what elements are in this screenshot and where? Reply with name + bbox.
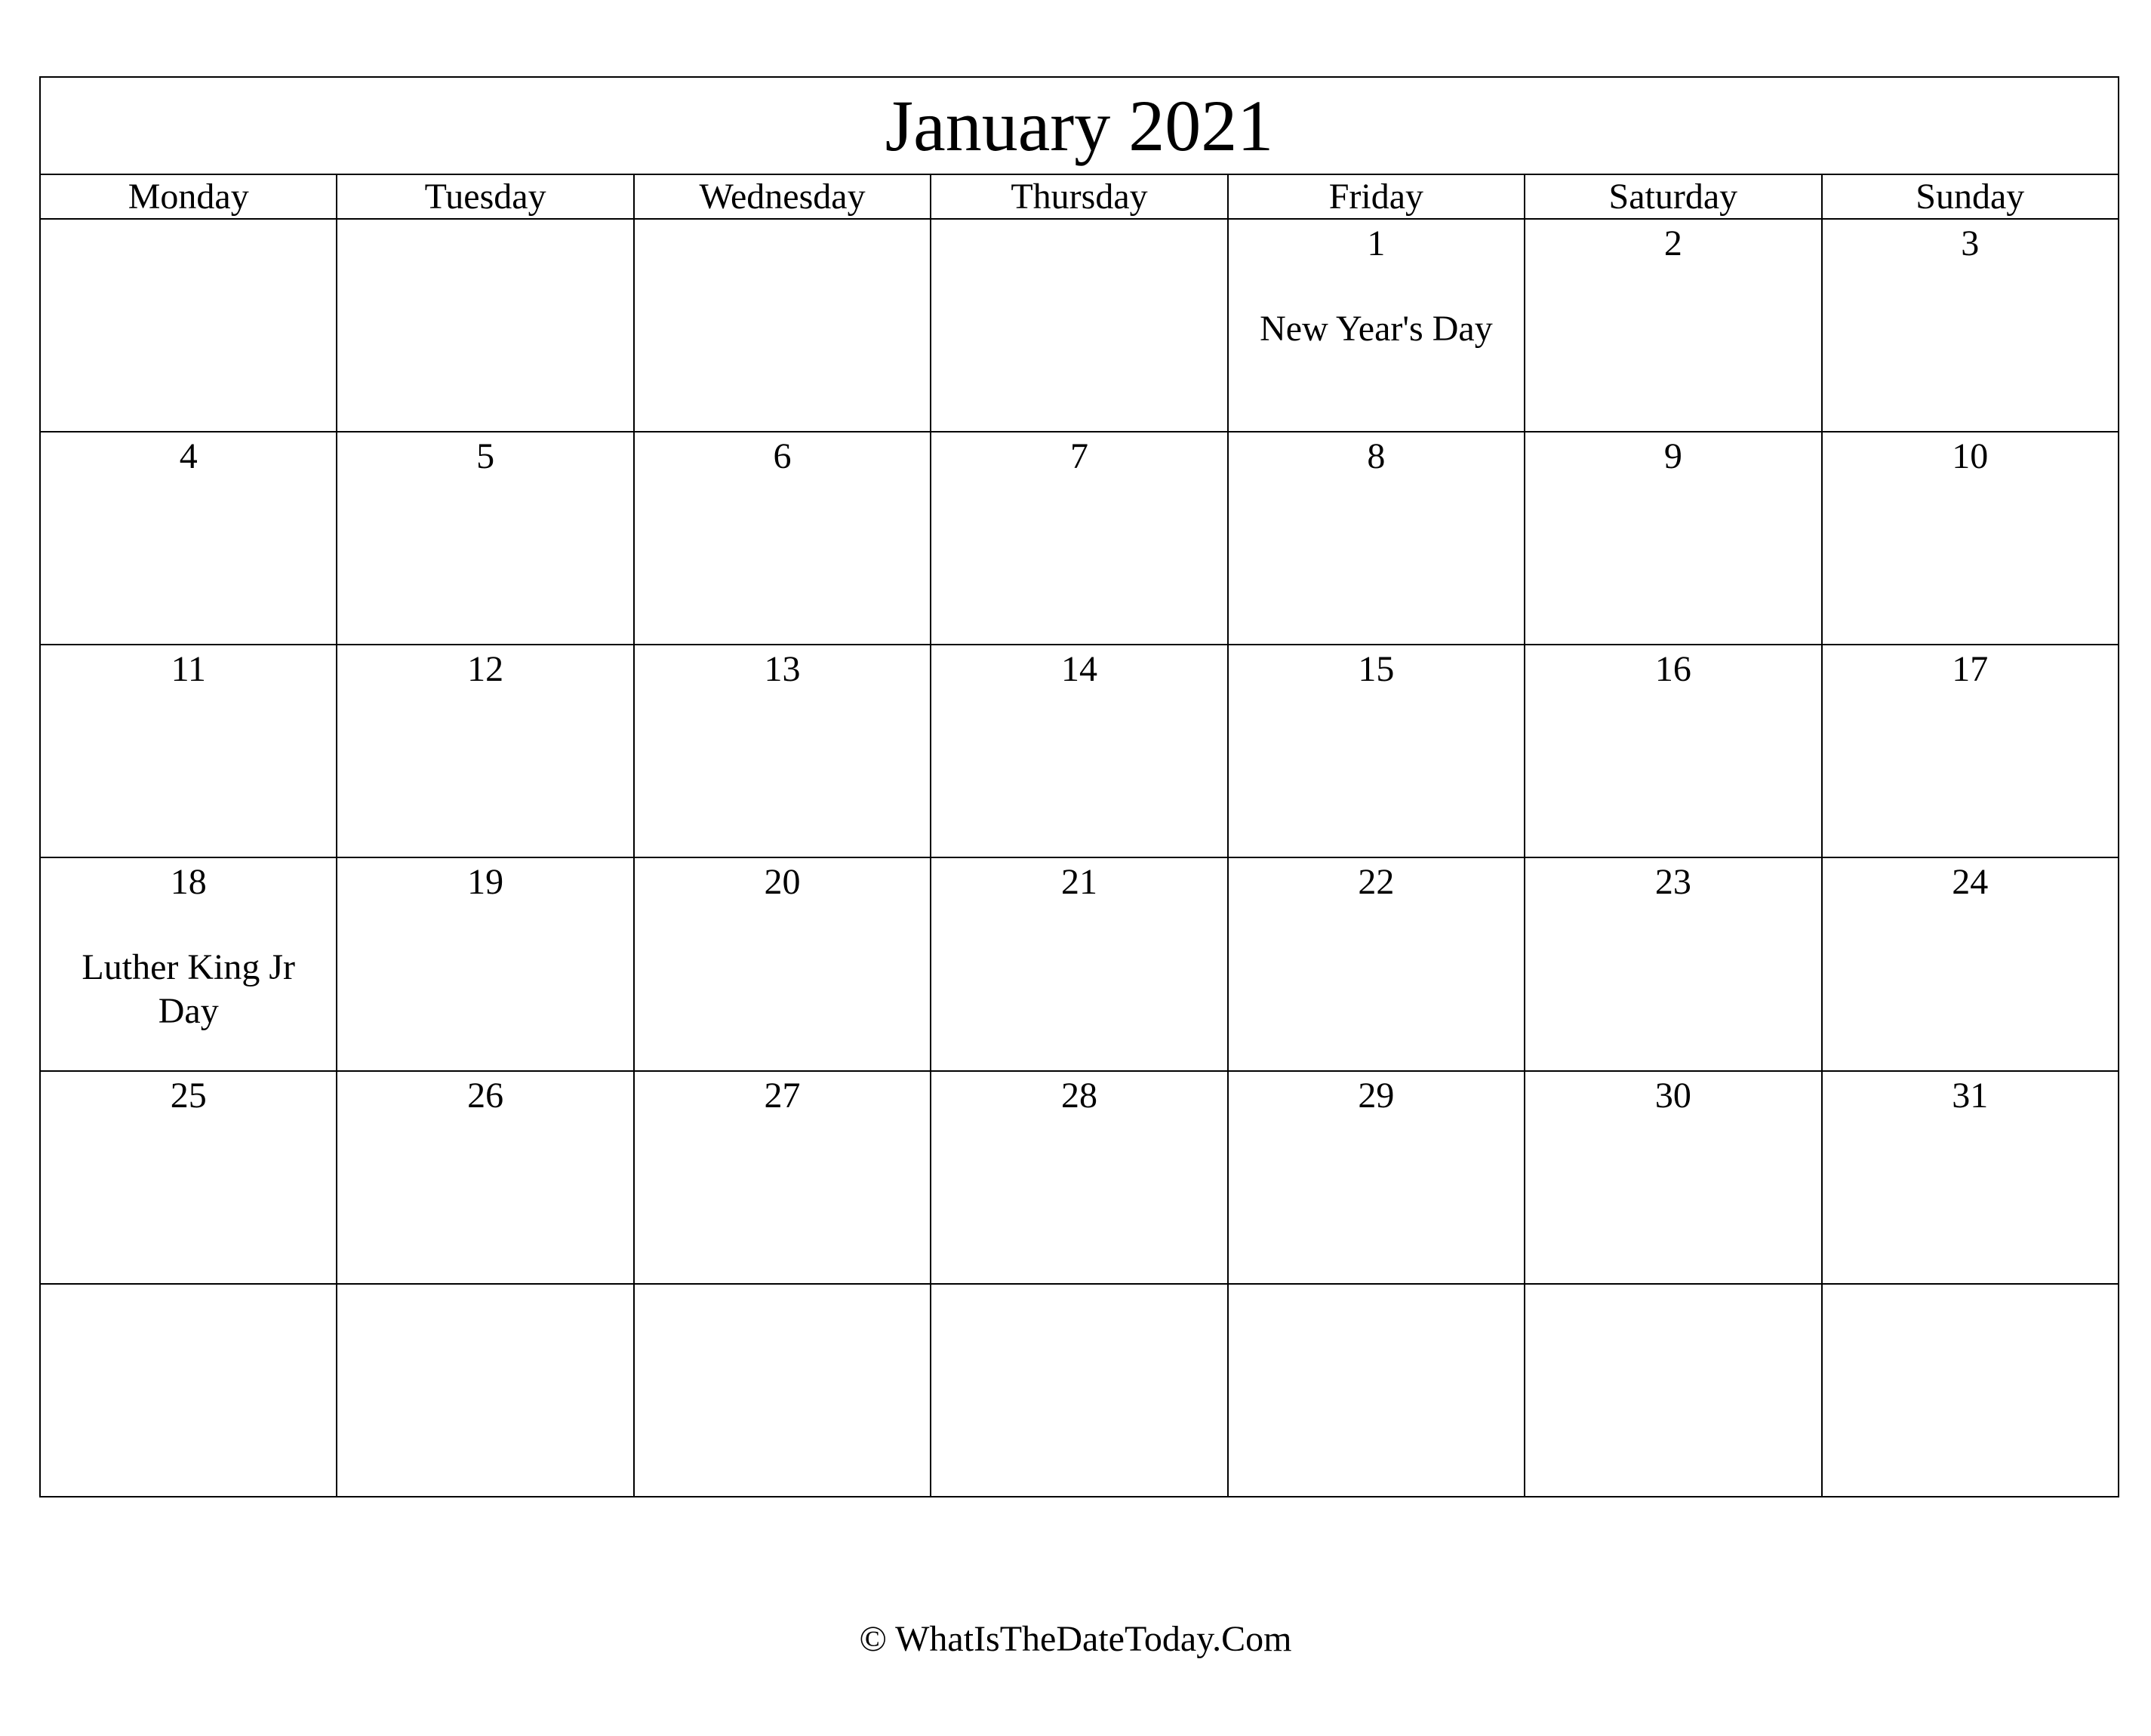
day-cell: [634, 219, 931, 432]
day-number: 18: [170, 862, 207, 903]
weekday-tuesday: Tuesday: [337, 174, 633, 219]
day-number: 21: [1060, 862, 1097, 903]
day-number: 13: [764, 649, 801, 690]
day-number: 28: [1060, 1075, 1097, 1116]
day-cell: [634, 645, 931, 857]
day-number: 31: [1952, 1075, 1989, 1116]
day-cell: [1525, 1071, 1821, 1284]
day-cell: [1228, 857, 1525, 1070]
day-number: 27: [764, 1075, 801, 1116]
day-number: 7: [1069, 436, 1088, 477]
day-cell: [337, 857, 633, 1070]
day-cell: [931, 1071, 1227, 1284]
weekday-monday: Monday: [40, 174, 337, 219]
day-number: 5: [476, 436, 495, 477]
weekday-friday: Friday: [1228, 174, 1525, 219]
day-cell: [931, 219, 1227, 432]
day-number: 3: [1961, 223, 1980, 263]
day-cell: [1525, 1284, 1821, 1497]
day-cell: [337, 219, 633, 432]
weekday-header-row: [40, 174, 2119, 219]
weekday-thursday: Thursday: [931, 174, 1227, 219]
day-number: 8: [1367, 436, 1386, 477]
day-cell: [931, 857, 1227, 1070]
calendar-table: [39, 76, 2119, 1497]
day-number: 23: [1654, 862, 1691, 903]
day-cell: [931, 1284, 1227, 1497]
day-cell: [931, 645, 1227, 857]
day-number: 2: [1663, 223, 1682, 263]
day-cell: [337, 1071, 633, 1284]
day-number: 14: [1060, 649, 1097, 690]
day-number: 10: [1952, 436, 1989, 477]
week-row: [40, 1071, 2119, 1284]
day-cell: [634, 1284, 931, 1497]
day-cell: [634, 1071, 931, 1284]
day-cell: [634, 857, 931, 1070]
week-row: [40, 432, 2119, 645]
day-cell: [40, 432, 337, 645]
day-number: 26: [467, 1075, 504, 1116]
footer-copyright: © WhatIsTheDateToday.Com: [859, 1619, 1292, 1659]
day-number: 30: [1654, 1075, 1691, 1116]
day-number: 12: [467, 649, 504, 690]
day-cell: [1822, 857, 2119, 1070]
day-cell: [1228, 645, 1525, 857]
day-cell: [1822, 1071, 2119, 1284]
day-cell: [337, 1284, 633, 1497]
weekday-wednesday: Wednesday: [634, 174, 931, 219]
day-number: 6: [773, 436, 792, 477]
day-cell: [40, 645, 337, 857]
day-cell: [1228, 432, 1525, 645]
week-row: [40, 1284, 2119, 1497]
week-row: [40, 857, 2119, 1070]
day-number: 20: [764, 862, 801, 903]
day-cell: [1822, 432, 2119, 645]
day-cell: [40, 857, 337, 1070]
day-cell: [1525, 219, 1821, 432]
day-number: 19: [467, 862, 504, 903]
calendar-weeks: [40, 219, 2119, 1497]
day-cell: [337, 432, 633, 645]
day-cell: [1525, 645, 1821, 857]
day-cell: [40, 1071, 337, 1284]
day-number: 29: [1358, 1075, 1395, 1116]
day-cell: [40, 219, 337, 432]
holiday-label: Luther King Jr Day: [82, 947, 296, 1032]
day-cell: [634, 432, 931, 645]
day-cell: [1822, 645, 2119, 857]
day-cell: [1525, 857, 1821, 1070]
day-number: 1: [1367, 223, 1386, 263]
day-cell: [1822, 219, 2119, 432]
day-number: 9: [1663, 436, 1682, 477]
week-row: [40, 645, 2119, 857]
day-cell: [931, 432, 1227, 645]
day-cell: [1228, 1071, 1525, 1284]
day-number: 25: [170, 1075, 207, 1116]
day-cell: [1822, 1284, 2119, 1497]
weekday-sunday: Sunday: [1822, 174, 2119, 219]
day-number: 4: [179, 436, 198, 477]
day-cell: [1525, 432, 1821, 645]
day-cell: [1228, 219, 1525, 432]
holiday-label: New Year's Day: [1260, 309, 1493, 349]
day-number: 22: [1358, 862, 1395, 903]
day-number: 17: [1952, 649, 1989, 690]
day-cell: [40, 1284, 337, 1497]
day-cell: [337, 645, 633, 857]
calendar-title: January 2021: [40, 77, 2119, 174]
day-number: 24: [1952, 862, 1989, 903]
day-number: 11: [171, 649, 206, 690]
day-number: 16: [1654, 649, 1691, 690]
weekday-saturday: Saturday: [1525, 174, 1821, 219]
day-cell: [1228, 1284, 1525, 1497]
day-number: 15: [1358, 649, 1395, 690]
week-row: [40, 219, 2119, 432]
